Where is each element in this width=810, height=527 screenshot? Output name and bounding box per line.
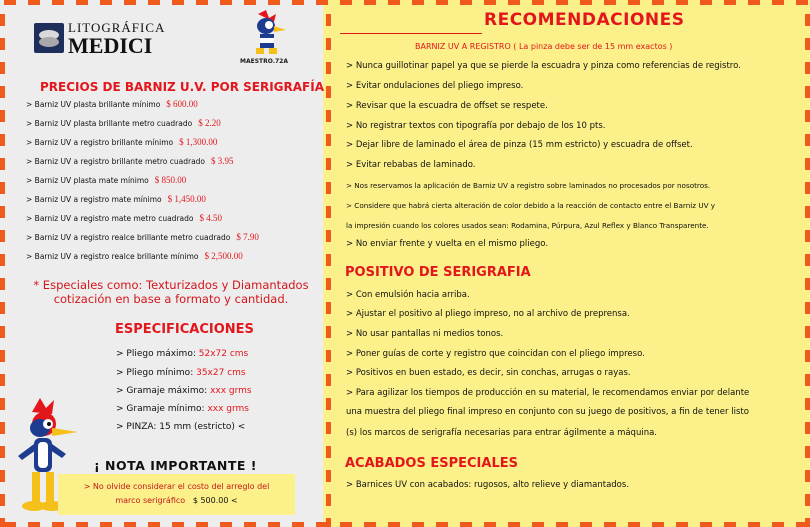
price-value: $ 600.00 bbox=[166, 99, 198, 109]
border-dash bbox=[700, 522, 712, 527]
price-label: > Barniz UV a registro brillante mínimo bbox=[26, 138, 174, 147]
border-dash bbox=[0, 62, 5, 74]
border-dash bbox=[652, 0, 664, 5]
border-dash bbox=[805, 518, 810, 527]
border-dash bbox=[0, 206, 5, 218]
border-dash bbox=[326, 14, 331, 26]
border-dash bbox=[772, 522, 784, 527]
price-label: > Barniz UV a registro brillante metro cuadrado bbox=[26, 157, 206, 166]
border-dash bbox=[460, 522, 472, 527]
border-dash bbox=[326, 278, 331, 290]
border-dash bbox=[805, 14, 810, 26]
positivo-item: > Para agilizar los tiempos de producción en su material, le recomendamos enviar por delante bbox=[346, 388, 750, 398]
border-dash bbox=[0, 110, 5, 122]
spec-label: > Gramaje máximo: bbox=[116, 386, 208, 396]
border-dash bbox=[805, 326, 810, 338]
price-value: $ 1,300.00 bbox=[179, 137, 218, 147]
price-row bbox=[26, 194, 206, 204]
border-dash bbox=[805, 86, 810, 98]
border-dash bbox=[364, 522, 376, 527]
maestro-label: MAESTRO.72A bbox=[240, 58, 288, 65]
border-dash bbox=[326, 374, 331, 386]
border-dash bbox=[0, 398, 5, 410]
border-dash bbox=[724, 522, 736, 527]
border-dash bbox=[148, 522, 160, 527]
border-dash bbox=[326, 350, 331, 362]
price-row bbox=[26, 232, 259, 242]
border-dash bbox=[805, 206, 810, 218]
recomendacion-item: > Evitar rebabas de laminado. bbox=[346, 160, 476, 170]
border-dash bbox=[0, 38, 5, 50]
nota-price: $ 500.00 < bbox=[192, 496, 238, 505]
border-dash bbox=[172, 522, 184, 527]
positivo-item: > Positivos en buen estado, es decir, sin conchas, arrugas o rayas. bbox=[346, 368, 631, 378]
border-dash bbox=[52, 0, 64, 5]
border-dash bbox=[244, 0, 256, 5]
border-dash bbox=[52, 522, 64, 527]
border-dash bbox=[172, 0, 184, 5]
border-dash bbox=[700, 0, 712, 5]
nota-line-2 bbox=[58, 494, 295, 508]
spec-row bbox=[116, 404, 249, 414]
spec-label: > Gramaje mínimo: bbox=[116, 404, 205, 414]
spec-value: xxx grms bbox=[207, 404, 249, 414]
border-dash bbox=[28, 0, 40, 5]
spec-value: xxx grms bbox=[210, 386, 252, 396]
border-dash bbox=[805, 350, 810, 362]
border-dash bbox=[0, 14, 5, 26]
border-dash bbox=[604, 0, 616, 5]
border-dash bbox=[805, 278, 810, 290]
border-dash bbox=[805, 494, 810, 506]
especiales-note: * Especiales como: Texturizados y Diamantados cotización en base a formato y cantidad. bbox=[33, 278, 309, 306]
border-dash bbox=[805, 254, 810, 266]
recomendacion-item: la impresión cuando los colores usados sean: Rodamina, Púrpura, Azul Reflex y Blanco Transparente. bbox=[346, 221, 709, 230]
border-dash bbox=[0, 326, 5, 338]
border-dash bbox=[100, 522, 112, 527]
border-dash bbox=[412, 522, 424, 527]
border-dash bbox=[148, 0, 160, 5]
border-dash bbox=[326, 110, 331, 122]
border-dash bbox=[268, 0, 280, 5]
border-dash bbox=[805, 230, 810, 242]
border-dash bbox=[805, 110, 810, 122]
border-dash bbox=[326, 38, 331, 50]
border-dash bbox=[0, 470, 5, 482]
border-dash bbox=[326, 398, 331, 410]
positivo-item: > Con emulsión hacia arriba. bbox=[346, 290, 470, 300]
border-dash bbox=[220, 0, 232, 5]
border-dash bbox=[460, 0, 472, 5]
border-dash bbox=[124, 0, 136, 5]
border-dash bbox=[556, 0, 568, 5]
border-dash bbox=[100, 0, 112, 5]
border-dash bbox=[326, 518, 331, 527]
border-dash bbox=[676, 0, 688, 5]
border-dash bbox=[340, 0, 352, 5]
border-dash bbox=[28, 522, 40, 527]
recomendacion-item: > No enviar frente y vuelta en el mismo pliego. bbox=[346, 239, 549, 249]
nota-box bbox=[58, 474, 295, 515]
price-row bbox=[26, 118, 221, 128]
positivo-item: > Ajustar el positivo al pliego impreso, no al archivo de preprensa. bbox=[346, 309, 630, 319]
border-dash bbox=[0, 374, 5, 386]
border-dash bbox=[0, 158, 5, 170]
maestro-logo bbox=[236, 10, 298, 66]
border-dash bbox=[676, 522, 688, 527]
logo-line-1: LITOGRÁFICA bbox=[68, 20, 166, 35]
border-dash bbox=[364, 0, 376, 5]
border-dash bbox=[436, 522, 448, 527]
border-dash bbox=[412, 0, 424, 5]
spec-row bbox=[116, 349, 248, 359]
border-dash bbox=[748, 0, 760, 5]
spec-pinza: > PINZA: 15 mm (estricto) < bbox=[116, 422, 246, 432]
border-dash bbox=[508, 522, 520, 527]
border-dash bbox=[326, 158, 331, 170]
spec-row bbox=[116, 386, 252, 396]
border-dash bbox=[805, 38, 810, 50]
price-value: $ 2,500.00 bbox=[204, 251, 243, 261]
price-label: > Barniz UV a registro realce brillante metro cuadrado bbox=[26, 233, 231, 242]
border-dash bbox=[0, 182, 5, 194]
spec-value: 52x72 cms bbox=[198, 349, 249, 359]
border-dash bbox=[292, 0, 304, 5]
border-dash bbox=[0, 86, 5, 98]
price-row bbox=[26, 213, 222, 223]
recomendacion-item: > Dejar libre de laminado el área de pinza (15 mm estricto) y escuadra de offset. bbox=[346, 140, 693, 150]
nota-line-1: > No olvide considerar el costo del arreglo del bbox=[83, 482, 270, 491]
border-dash bbox=[0, 134, 5, 146]
border-dash bbox=[326, 134, 331, 146]
border-dash bbox=[326, 470, 331, 482]
recomendacion-item: > Considere que habrá cierta alteración de color debido a la reacción de contacto entre el Barniz UV y bbox=[346, 201, 716, 210]
price-value: $ 850.00 bbox=[154, 175, 187, 185]
border-dash bbox=[772, 0, 784, 5]
price-value: $ 4.50 bbox=[199, 213, 222, 223]
border-dash bbox=[805, 422, 810, 434]
border-dash bbox=[76, 522, 88, 527]
border-dash bbox=[76, 0, 88, 5]
border-dash bbox=[326, 206, 331, 218]
recomendacion-item: > No registrar textos con tipografía por debajo de los 10 pts. bbox=[346, 121, 606, 131]
border-dash bbox=[326, 62, 331, 74]
spec-label: > Pliego máximo: bbox=[116, 349, 196, 359]
price-label: > Barniz UV a registro mate metro cuadrado bbox=[26, 214, 194, 223]
prices-title: PRECIOS DE BARNIZ U.V. POR SERIGRAFÍA bbox=[40, 80, 324, 94]
border-dash bbox=[244, 522, 256, 527]
recomendacion-item: > Evitar ondulaciones del pliego impreso. bbox=[346, 81, 524, 91]
border-dash bbox=[0, 494, 5, 506]
border-dash bbox=[805, 302, 810, 314]
price-label: > Barniz UV plasta brillante metro cuadrado bbox=[26, 119, 193, 128]
logo-mark-icon bbox=[34, 23, 64, 53]
border-dash bbox=[0, 350, 5, 362]
border-dash bbox=[556, 522, 568, 527]
border-dash bbox=[604, 522, 616, 527]
border-dash bbox=[796, 0, 808, 5]
spec-row bbox=[116, 368, 246, 378]
border-dash bbox=[316, 0, 328, 5]
recomendaciones-subtitle: BARNIZ UV A REGISTRO ( La pinza debe ser de 15 mm exactos ) bbox=[415, 42, 673, 51]
border-dash bbox=[0, 278, 5, 290]
border-dash bbox=[628, 0, 640, 5]
nota-line-2-text: marco serigráfico bbox=[115, 496, 186, 505]
border-dash bbox=[484, 0, 496, 5]
border-dash bbox=[805, 398, 810, 410]
border-dash bbox=[326, 446, 331, 458]
border-dash bbox=[326, 254, 331, 266]
recomendaciones-title bbox=[340, 10, 690, 30]
spec-label: > Pliego mínimo: bbox=[116, 368, 194, 378]
border-dash bbox=[580, 0, 592, 5]
border-dash bbox=[220, 522, 232, 527]
price-value: $ 7.90 bbox=[236, 232, 259, 242]
border-dash bbox=[388, 522, 400, 527]
border-dash bbox=[326, 422, 331, 434]
border-dash bbox=[388, 0, 400, 5]
border-dash bbox=[326, 86, 331, 98]
border-dash bbox=[4, 522, 16, 527]
border-dash bbox=[532, 522, 544, 527]
logo-line-2: MEDICI bbox=[68, 33, 153, 58]
border-dash bbox=[326, 230, 331, 242]
border-dash bbox=[0, 422, 5, 434]
price-label: > Barniz UV plasta brillante mínimo bbox=[26, 100, 161, 109]
spec-value: 35x27 cms bbox=[196, 368, 246, 378]
border-dash bbox=[0, 518, 5, 527]
price-label: > Barniz UV a registro realce brillante mínimo bbox=[26, 252, 199, 261]
acabados-title: ACABADOS ESPECIALES bbox=[345, 456, 518, 471]
border-dash bbox=[628, 522, 640, 527]
woodpecker-icon bbox=[236, 10, 298, 58]
border-dash bbox=[805, 134, 810, 146]
positivo-title: POSITIVO DE SERIGRAFIA bbox=[345, 265, 531, 280]
border-dash bbox=[805, 446, 810, 458]
nota-title: ¡ NOTA IMPORTANTE ! bbox=[94, 458, 257, 473]
border-dash bbox=[805, 470, 810, 482]
price-value: $ 2.20 bbox=[198, 118, 221, 128]
border-dash bbox=[326, 494, 331, 506]
recomendacion-item: > Nos reservamos la aplicación de Barniz UV a registro sobre laminados no procesados por nosotros. bbox=[346, 181, 711, 190]
border-dash bbox=[652, 522, 664, 527]
border-dash bbox=[580, 522, 592, 527]
border-dash bbox=[0, 302, 5, 314]
positivo-item: > Poner guías de corte y registro que coincidan con el pliego impreso. bbox=[346, 349, 645, 359]
border-dash bbox=[196, 0, 208, 5]
border-dash bbox=[0, 254, 5, 266]
specs-title: ESPECIFICACIONES bbox=[115, 322, 254, 337]
price-row bbox=[26, 156, 234, 166]
border-dash bbox=[805, 158, 810, 170]
recomendacion-item: > Nunca guillotinar papel ya que se pierde la escuadra y pinza como referencias de registro. bbox=[346, 61, 741, 71]
price-value: $ 3.95 bbox=[211, 156, 234, 166]
positivo-item: una muestra del pliego final impreso en conjunto con su juego de positivos, a fin de tener listo bbox=[346, 407, 749, 417]
recomendacion-item: > Revisar que la escuadra de offset se respete. bbox=[346, 101, 548, 111]
border-dash bbox=[326, 326, 331, 338]
price-label: > Barniz UV plasta mate mínimo bbox=[26, 176, 149, 185]
price-value: $ 1,450.00 bbox=[167, 194, 206, 204]
acabados-item: > Barnices UV con acabados: rugosos, alto relieve y diamantados. bbox=[346, 480, 630, 490]
price-row bbox=[26, 175, 186, 185]
border-dash bbox=[748, 522, 760, 527]
border-dash bbox=[484, 522, 496, 527]
border-dash bbox=[805, 374, 810, 386]
border-dash bbox=[292, 522, 304, 527]
border-dash bbox=[436, 0, 448, 5]
border-dash bbox=[196, 522, 208, 527]
positivo-item: (s) los marcos de serigrafía necesarias para entrar ágilmente a máquina. bbox=[346, 428, 658, 438]
border-dash bbox=[805, 182, 810, 194]
price-row bbox=[26, 137, 217, 147]
border-dash bbox=[724, 0, 736, 5]
price-row bbox=[26, 99, 198, 109]
border-dash bbox=[508, 0, 520, 5]
border-dash bbox=[326, 302, 331, 314]
border-dash bbox=[326, 182, 331, 194]
border-dash bbox=[340, 522, 352, 527]
border-dash bbox=[0, 230, 5, 242]
border-dash bbox=[532, 0, 544, 5]
positivo-item: > No usar pantallas ni medios tonos. bbox=[346, 329, 504, 339]
right-panel bbox=[323, 0, 810, 527]
medici-logo bbox=[34, 20, 166, 60]
price-row bbox=[26, 251, 243, 261]
title-underline bbox=[340, 33, 482, 34]
border-dash bbox=[124, 522, 136, 527]
recomendaciones-title-text: RECOMENDACIONES bbox=[484, 10, 685, 30]
border-dash bbox=[0, 446, 5, 458]
border-dash bbox=[4, 0, 16, 5]
price-label: > Barniz UV a registro mate mínimo bbox=[26, 195, 162, 204]
border-dash bbox=[268, 522, 280, 527]
border-dash bbox=[805, 62, 810, 74]
